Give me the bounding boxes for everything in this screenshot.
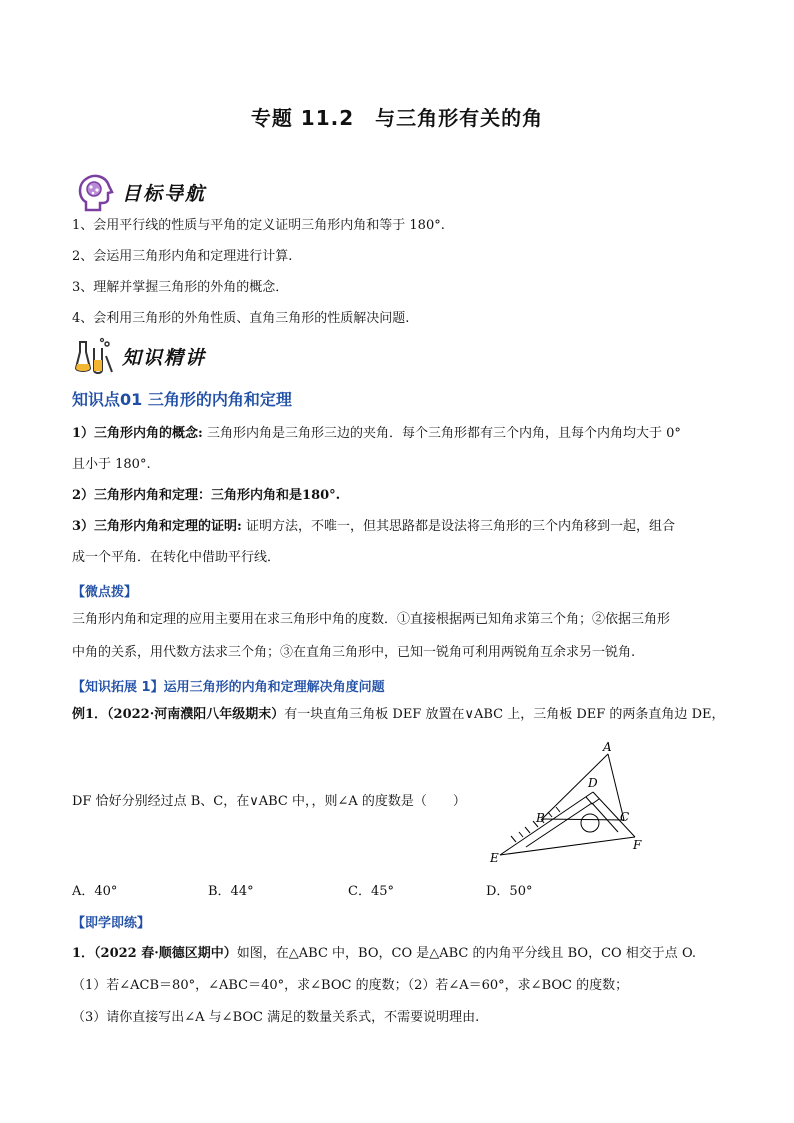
goal-item: 1、会用平行线的性质与平角的定义证明三角形内角和等于 180°. xyxy=(72,218,445,233)
segment-de xyxy=(500,792,593,855)
label-e: E xyxy=(490,851,499,865)
segment-bc xyxy=(542,819,624,820)
example-line-1 xyxy=(72,707,724,723)
example-line-2: DF 恰好分别经过点 B、C，在∨ABC 中，，则∠A 的度数是（ ） xyxy=(72,794,466,809)
choice-b[interactable]: B．44° xyxy=(208,884,254,899)
tip-heading: 【微点拨】 xyxy=(72,585,138,600)
paragraph-3-lead: 3）三角形内角和定理的证明: xyxy=(72,519,242,534)
paragraph-1-lead: 1）三角形内角的概念: xyxy=(72,426,203,441)
paragraph-1 xyxy=(72,426,681,442)
choice-c[interactable]: C．45° xyxy=(348,884,394,899)
example-text: 有一块直角三角板 DEF 放置在∨ABC 上，三角板 DEF 的两条直角边 DE， xyxy=(284,707,725,722)
lab-flask-icon xyxy=(72,334,116,378)
paragraph-1-text: 三角形内角是三角形三边的夹角．每个三角形都有三个内角，且每个内角均大于 0° xyxy=(202,426,681,441)
segment-ef xyxy=(500,837,635,855)
knowledge-point-heading: 知识点01 三角形的内角和定理 xyxy=(72,390,292,409)
section-knowledge-label: 知识精讲 xyxy=(122,346,207,369)
practice-line-1 xyxy=(72,946,696,962)
section-knowledge-header xyxy=(72,334,206,378)
goal-item: 4、会利用三角形的外角性质、直角三角形的性质解决问题. xyxy=(72,311,410,326)
practice-source: 1．（2022 春·顺德区期中） xyxy=(72,946,237,961)
goal-item: 3、理解并掌握三角形的外角的概念． xyxy=(72,280,289,295)
inner-edge xyxy=(592,803,618,832)
triangle-figure xyxy=(478,737,658,867)
section-goals-label: 目标导航 xyxy=(122,182,207,205)
label-c: C xyxy=(620,810,630,824)
label-a: A xyxy=(603,740,612,754)
practice-line-2: （1）若∠ACB＝80°，∠ABC＝40°，求∠BOC 的度数；（2）若∠A＝60°，求∠BOC 的度数； xyxy=(72,978,629,993)
section-goals-header xyxy=(72,170,206,214)
tip-line: 中角的关系，用代数方法求三个角；③在直角三角形中，已知一锐角可利用两锐角互余求另一锐角. xyxy=(72,645,636,660)
extension-heading: 【知识拓展 1】运用三角形的内角和定理解决角度问题 xyxy=(72,680,385,695)
tip-line: 三角形内角和定理的应用主要用在求三角形中角的度数．①直接根据两已知角求第三个角；②依据三角形 xyxy=(72,612,671,627)
page-title: 专题 11.2 与三角形有关的角 xyxy=(250,106,544,130)
head-brain-icon xyxy=(72,170,116,214)
example-source: 例1．（2022·河南濮阳八年级期末） xyxy=(72,707,285,722)
label-d: D xyxy=(588,776,598,790)
label-b: B xyxy=(536,811,545,825)
choice-a[interactable]: A．40° xyxy=(72,884,118,899)
paragraph-3 xyxy=(72,519,675,535)
paragraph-3-cont: 成一个平角．在转化中借助平行线． xyxy=(72,550,281,565)
paragraph-3-text: 证明方法，不唯一，但其思路都是设法将三角形的三个内角移到一起，组合 xyxy=(241,519,675,534)
set-square-hole xyxy=(581,814,599,832)
paragraph-1-cont: 且小于 180°. xyxy=(72,457,151,472)
practice-line-3: （3）请你直接写出∠A 与∠BOC 满足的数量关系式，不需要说明理由. xyxy=(72,1010,480,1025)
paragraph-2: 2）三角形内角和定理：三角形内角和是180°. xyxy=(72,488,341,503)
label-f: F xyxy=(633,838,642,852)
practice-heading: 【即学即练】 xyxy=(72,916,151,931)
practice-text: 如图，在△ABC 中，BO，CO 是△ABC 的内角平分线且 BO，CO 相交于点 O. xyxy=(236,946,696,961)
choice-d[interactable]: D．50° xyxy=(486,884,533,899)
goal-item: 2、会运用三角形内角和定理进行计算. xyxy=(72,249,293,264)
